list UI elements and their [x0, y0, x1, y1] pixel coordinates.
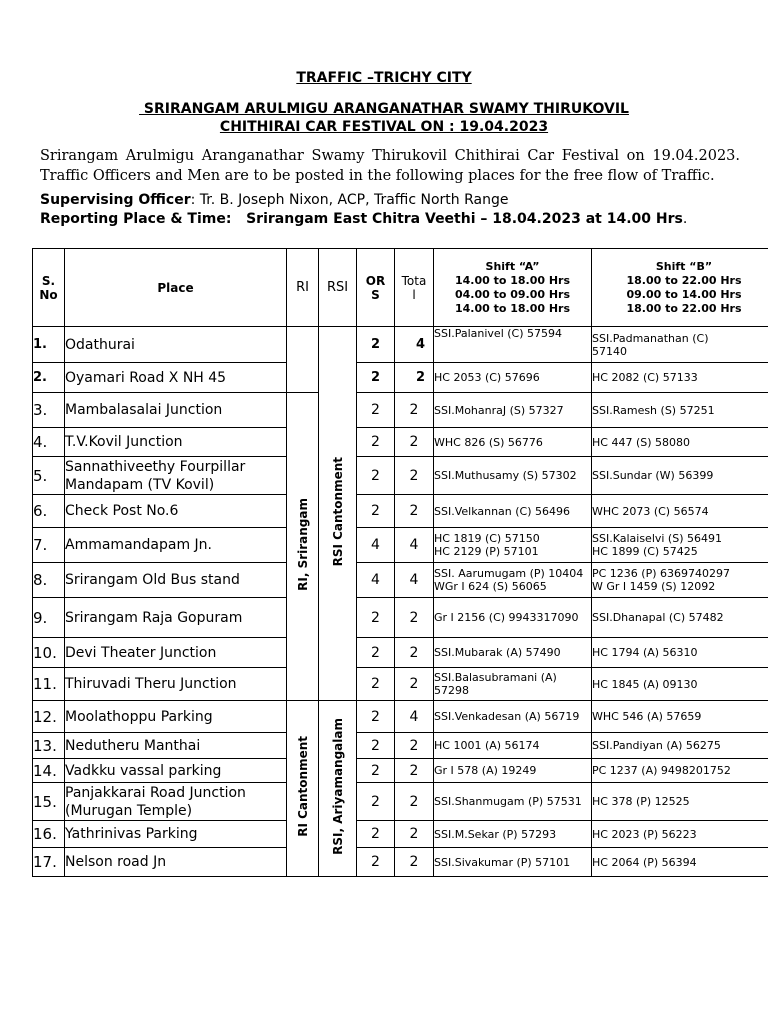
- supervising-officer: [40, 192, 508, 208]
- cell-line: WGr I 624 (S) 56065: [434, 580, 547, 593]
- cell-line: HC 1819 (C) 57150: [434, 532, 540, 545]
- place-name: [65, 759, 287, 783]
- place-name: [65, 327, 287, 363]
- cell-line: WHC 546 (A) 57659: [592, 710, 702, 723]
- ri-group-srirangam: [287, 393, 319, 701]
- cell-line: SSI.Pandiyan (A) 56275: [592, 739, 721, 752]
- table-row: [33, 783, 768, 821]
- cell-line: (Murugan Temple): [65, 802, 193, 819]
- shift-a-officer: [434, 701, 592, 733]
- shift-a-officer: [434, 821, 592, 848]
- serial-number: 4.: [33, 428, 65, 457]
- reporting-suffix: .: [682, 211, 688, 227]
- cell-line: Yathrinivas Parking: [65, 826, 198, 842]
- reporting-value: Srirangam East Chitra Veethi – 18.04.2023 at 14.00 Hrs: [231, 211, 683, 227]
- cell-line: HC 1899 (C) 57425: [592, 545, 698, 558]
- cell-line: 57140: [592, 344, 627, 358]
- shift-b-officer: [592, 821, 768, 848]
- cell-line: HC 1794 (A) 56310: [592, 646, 698, 659]
- total-count: 2: [395, 457, 434, 495]
- table-row: [33, 759, 768, 783]
- shift-b-officer: [592, 393, 768, 428]
- serial-number: 1.: [33, 327, 65, 363]
- cell-line: SSI.Muthusamy (S) 57302: [434, 469, 577, 482]
- place-name: [65, 821, 287, 848]
- total-count: 2: [395, 783, 434, 821]
- intro-paragraph: Srirangam Arulmigu Aranganathar Swamy Thirukovil Chithirai Car Festival on 19.04.2023. Traffic Officers and Men are to be posted in the following places for the free flow of Traffic.: [40, 148, 740, 184]
- cell-line: Ammamandapam Jn.: [65, 537, 212, 553]
- ri-group-label: RI, Srirangam: [295, 498, 310, 591]
- reporting-label: Reporting Place & Time:: [40, 211, 232, 227]
- table-row: [33, 733, 768, 759]
- table-row: [33, 848, 768, 877]
- shift-b-officer: [592, 528, 768, 563]
- shift-a-officer: [434, 393, 592, 428]
- place-name: [65, 363, 287, 393]
- shift-b-officer: [592, 668, 768, 701]
- header-total: Tota l: [395, 249, 434, 327]
- festival-title-line1: SRIRANGAM ARULMIGU ARANGANATHAR SWAMY THIRUKOVIL: [139, 101, 629, 117]
- cell-line: WHC 2073 (C) 56574: [592, 504, 709, 518]
- cell-line: SSI.Venkadesan (A) 56719: [434, 710, 580, 723]
- cell-line: Srirangam Old Bus stand: [65, 572, 240, 588]
- cell-line: SSI.Ramesh (S) 57251: [592, 403, 715, 417]
- total-count: 4: [395, 327, 434, 363]
- rsi-group-cantonment: [319, 327, 357, 701]
- total-count: 4: [395, 528, 434, 563]
- shift-b-officer: [592, 327, 768, 363]
- shift-a-officer: [434, 428, 592, 457]
- total-count: 2: [395, 759, 434, 783]
- place-name: [65, 393, 287, 428]
- serial-number: 11.: [33, 668, 65, 701]
- rsi-group-label: RSI Cantonment: [330, 456, 345, 567]
- table-row: [33, 701, 768, 733]
- shift-b-officer: [592, 428, 768, 457]
- cell-line: HC 1001 (A) 56174: [434, 739, 540, 752]
- table-row: [33, 428, 768, 457]
- total-count: 2: [395, 821, 434, 848]
- cell-line: HC 2129 (P) 57101: [434, 545, 539, 558]
- place-name: [65, 733, 287, 759]
- serial-number: 8.: [33, 563, 65, 598]
- serial-number: 15.: [33, 783, 65, 821]
- ors-count: 4: [357, 528, 395, 563]
- cell-line: HC 2064 (P) 56394: [592, 855, 697, 869]
- shift-a-officer: [434, 363, 592, 393]
- ors-count: 2: [357, 638, 395, 668]
- header-ors: OR S: [357, 249, 395, 327]
- shift-b-officer: [592, 848, 768, 877]
- serial-number: 7.: [33, 528, 65, 563]
- place-name: [65, 783, 287, 821]
- cell-line: HC 378 (P) 12525: [592, 795, 690, 808]
- cell-line: W Gr I 1459 (S) 12092: [592, 580, 716, 593]
- place-name: [65, 428, 287, 457]
- cell-line: SSI.Sivakumar (P) 57101: [434, 855, 571, 869]
- serial-number: 10.: [33, 638, 65, 668]
- cell-line: Moolathoppu Parking: [65, 708, 213, 725]
- table-row: [33, 363, 768, 393]
- serial-number: 2.: [33, 363, 65, 393]
- table-row: [33, 563, 768, 598]
- serial-number: 9.: [33, 598, 65, 638]
- total-count: 2: [395, 598, 434, 638]
- ors-count: 2: [357, 759, 395, 783]
- ors-count: 2: [357, 821, 395, 848]
- cell-line: Thiruvadi Theru Junction: [65, 676, 237, 692]
- shift-b-officer: [592, 759, 768, 783]
- table-row: [33, 495, 768, 528]
- serial-number: 16.: [33, 821, 65, 848]
- cell-line: SSI.Velkannan (C) 56496: [434, 504, 571, 518]
- cell-line: SSI.Dhanapal (C) 57482: [592, 611, 724, 624]
- total-count: 2: [395, 363, 434, 393]
- place-name: [65, 638, 287, 668]
- shift-a-officer: [434, 638, 592, 668]
- place-name: [65, 528, 287, 563]
- cell-line: 57298: [434, 684, 469, 697]
- ors-count: 2: [357, 701, 395, 733]
- ors-count: 2: [357, 598, 395, 638]
- total-count: 2: [395, 848, 434, 877]
- ors-count: 2: [357, 848, 395, 877]
- header-shift-b: Shift “B” 18.00 to 22.00 Hrs 09.00 to 14.00 Hrs 18.00 to 22.00 Hrs: [592, 249, 768, 327]
- rsi-group-label: RSI, Ariyamangalam: [330, 718, 345, 855]
- cell-line: SSI.MohanraJ (S) 57327: [434, 403, 564, 417]
- cell-line: SSI.Mubarak (A) 57490: [434, 646, 561, 659]
- place-name: [65, 563, 287, 598]
- ors-count: 4: [357, 563, 395, 598]
- table-row: [33, 528, 768, 563]
- cell-line: SSI.Sundar (W) 56399: [592, 469, 714, 482]
- ors-count: 2: [357, 783, 395, 821]
- header-place: Place: [65, 249, 287, 327]
- festival-title-line2: CHITHIRAI CAR FESTIVAL ON : 19.04.2023: [219, 119, 549, 135]
- shift-a-officer: [434, 528, 592, 563]
- ors-count: 2: [357, 363, 395, 393]
- serial-number: 13.: [33, 733, 65, 759]
- cell-line: HC 1845 (A) 09130: [592, 677, 698, 691]
- reporting-place-time: [40, 211, 687, 227]
- cell-line: HC 2023 (P) 56223: [592, 827, 697, 841]
- cell-line: Check Post No.6: [65, 503, 179, 519]
- serial-number: 14.: [33, 759, 65, 783]
- ors-count: 2: [357, 428, 395, 457]
- table-row: [33, 393, 768, 428]
- shift-a-officer: [434, 848, 592, 877]
- table-row: [33, 327, 768, 363]
- cell-line: Nelson road Jn: [65, 854, 167, 870]
- shift-a-officer: [434, 759, 592, 783]
- cell-line: SSI.Shanmugam (P) 57531: [434, 795, 582, 808]
- ors-count: 2: [357, 668, 395, 701]
- ri-group-cantonment: [287, 701, 319, 877]
- cell-line: SSI. Aarumugam (P) 10404: [434, 567, 584, 580]
- shift-a-officer: [434, 327, 592, 363]
- shift-a-officer: [434, 668, 592, 701]
- ors-count: 2: [357, 393, 395, 428]
- cell-line: Gr I 2156 (C) 9943317090: [434, 611, 579, 624]
- cell-line: HC 2082 (C) 57133: [592, 371, 698, 384]
- cell-line: Mandapam (TV Kovil): [65, 476, 215, 493]
- header-ri: RI: [287, 249, 319, 327]
- shift-b-officer: [592, 363, 768, 393]
- ors-count: 2: [357, 733, 395, 759]
- cell-line: Mambalasalai Junction: [65, 402, 223, 418]
- total-count: 2: [395, 393, 434, 428]
- cell-line: Gr I 578 (A) 19249: [434, 764, 537, 777]
- serial-number: 17.: [33, 848, 65, 877]
- document-title: TRAFFIC –TRICHY CITY: [296, 70, 472, 86]
- total-count: 4: [395, 563, 434, 598]
- cell-line: SSI.M.Sekar (P) 57293: [434, 827, 557, 841]
- total-count: 2: [395, 495, 434, 528]
- ors-count: 2: [357, 495, 395, 528]
- supervising-officer-label: Supervising Officer: [40, 192, 191, 208]
- place-name: [65, 598, 287, 638]
- cell-line: WHC 826 (S) 56776: [434, 435, 543, 449]
- serial-number: 5.: [33, 457, 65, 495]
- total-count: 4: [395, 701, 434, 733]
- deployment-table: [32, 248, 768, 877]
- cell-line: Srirangam Raja Gopuram: [65, 609, 243, 626]
- place-name: [65, 668, 287, 701]
- serial-number: 3.: [33, 393, 65, 428]
- place-name: [65, 701, 287, 733]
- cell-line: Odathurai: [65, 336, 135, 353]
- shift-b-officer: [592, 638, 768, 668]
- cell-line: Vadkku vassal parking: [65, 762, 222, 779]
- shift-a-officer: [434, 457, 592, 495]
- shift-a-officer: [434, 783, 592, 821]
- shift-b-officer: [592, 733, 768, 759]
- header-shift-a: Shift “A” 14.00 to 18.00 Hrs 04.00 to 09.00 Hrs 14.00 to 18.00 Hrs: [434, 249, 592, 327]
- table-header-row: [33, 249, 768, 327]
- cell-line: Oyamari Road X NH 45: [65, 369, 227, 386]
- cell-line: SSI.Palanivel (C) 57594: [434, 327, 562, 340]
- header-sno: S. No: [33, 249, 65, 327]
- supervising-officer-value: : Tr. B. Joseph Nixon, ACP, Traffic North Range: [190, 192, 509, 208]
- table-row: [33, 598, 768, 638]
- shift-b-officer: [592, 495, 768, 528]
- cell-line: PC 1236 (P) 6369740297: [592, 567, 730, 580]
- cell-line: HC 447 (S) 58080: [592, 435, 690, 449]
- place-name: [65, 848, 287, 877]
- cell-line: Nedutheru Manthai: [65, 737, 201, 754]
- header-rsi: RSI: [319, 249, 357, 327]
- ri-cell: [287, 327, 319, 393]
- ors-count: 2: [357, 327, 395, 363]
- shift-a-officer: [434, 563, 592, 598]
- total-count: 2: [395, 733, 434, 759]
- cell-line: HC 2053 (C) 57696: [434, 371, 540, 384]
- serial-number: 12.: [33, 701, 65, 733]
- shift-b-officer: [592, 783, 768, 821]
- place-name: [65, 495, 287, 528]
- total-count: 2: [395, 668, 434, 701]
- place-name: [65, 457, 287, 495]
- ri-group-label: RI Cantonment: [295, 736, 310, 837]
- cell-line: SSI.Kalaiselvi (S) 56491: [592, 532, 722, 545]
- table-row: [33, 457, 768, 495]
- shift-a-officer: [434, 495, 592, 528]
- cell-line: SSI.Balasubramani (A): [434, 671, 557, 684]
- cell-line: Panjakkarai Road Junction: [65, 784, 246, 801]
- total-count: 2: [395, 428, 434, 457]
- shift-b-officer: [592, 457, 768, 495]
- table-row: [33, 638, 768, 668]
- serial-number: 6.: [33, 495, 65, 528]
- ors-count: 2: [357, 457, 395, 495]
- total-count: 2: [395, 638, 434, 668]
- shift-b-officer: [592, 598, 768, 638]
- rsi-group-ariyamangalam: [319, 701, 357, 877]
- cell-line: T.V.Kovil Junction: [65, 434, 183, 450]
- table-row: [33, 821, 768, 848]
- cell-line: SSI.Padmanathan (C): [592, 331, 709, 345]
- cell-line: Sannathiveethy Fourpillar: [65, 458, 246, 475]
- cell-line: PC 1237 (A) 9498201752: [592, 764, 731, 777]
- shift-b-officer: [592, 563, 768, 598]
- cell-line: Devi Theater Junction: [65, 644, 217, 661]
- shift-b-officer: [592, 701, 768, 733]
- shift-a-officer: [434, 733, 592, 759]
- table-row: [33, 668, 768, 701]
- shift-a-officer: [434, 598, 592, 638]
